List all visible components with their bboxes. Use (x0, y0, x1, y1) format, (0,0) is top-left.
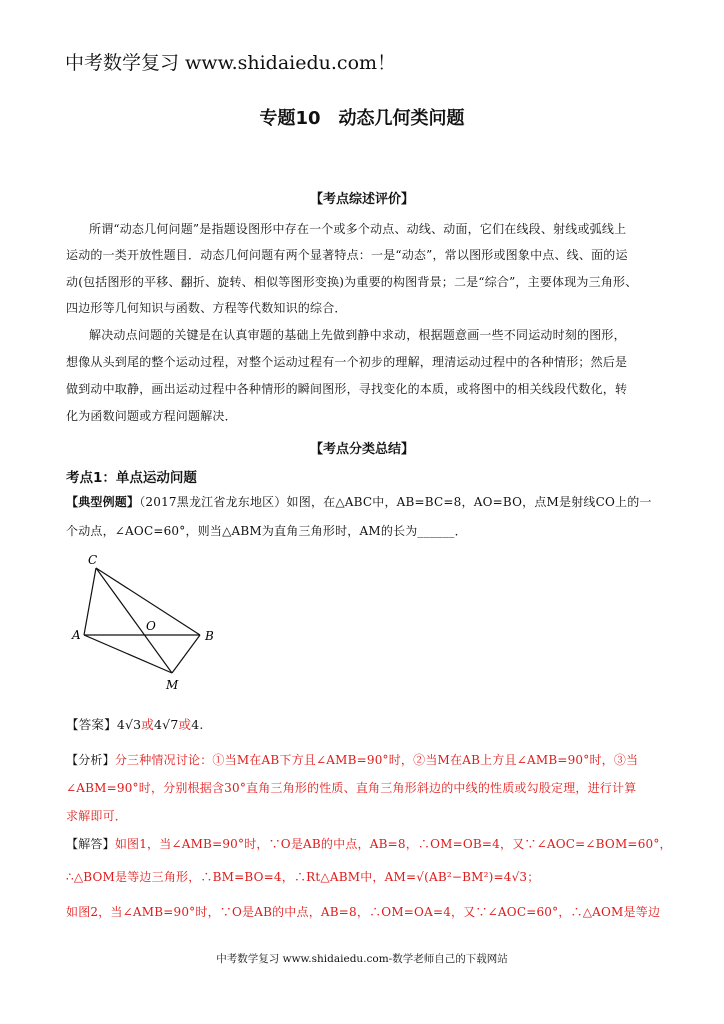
label-B: B (205, 629, 214, 643)
overview-line: 想像从头到尾的整个运动过程，对整个运动过程有一个初步的理解，理清运动过程中的各种情形；然后是 (66, 355, 628, 369)
label-A: A (72, 628, 81, 642)
geometry-figure (60, 548, 230, 693)
answer-value-3: 4. (191, 717, 204, 732)
overview-line: 做到动中取静，画出运动过程中各种情形的瞬间图形，寻找变化的本质，或将图中的相关线段代数化，转 (66, 382, 628, 396)
analysis-line-2: ∠ABM=90°时，分别根据含30°直角三角形的性质、直角三角形斜边的中线的性质或勾股定理，进行计算 (66, 781, 637, 795)
solution-text: 如图1，当∠AMB=90°时，∵O是AB的中点，AB=8，∴OM=OB=4，又∵∠AOC=∠BOM=60°， (114, 837, 672, 851)
example-label: 【典型例题】 (66, 495, 140, 509)
example-text: （2017黑龙江省龙东地区）如图，在△ABC中，AB=BC=8，AO=BO，点M是射线CO上的一 (139, 495, 652, 509)
solution-label: 【解答】 (66, 837, 115, 851)
overview-line: 化为函数问题或方程问题解决． (66, 409, 237, 423)
site-header: 中考数学复习 www.shidaiedu.com！ (65, 52, 397, 74)
solution-line-3: 如图2，当∠AMB=90°时，∵O是AB的中点，AB=8，∴OM=OA=4，又∵∠AOC=60°，∴△AOM是等边 (66, 905, 661, 919)
segment-CM (96, 568, 172, 673)
analysis-text: 分三种情况讨论：①当M在AB下方且∠AMB=90°时，②当M在AB上方且∠AMB=90°时，③当 (114, 753, 639, 767)
overview-line: 运动的一类开放性题目．动态几何问题有两个显著特点：一是“动态”，常以图形或图象中点、线、面的运 (66, 248, 628, 262)
analysis-line-1 (66, 751, 638, 768)
page-title: 专题10 动态几何类问题 (259, 108, 465, 129)
section-heading-overview: 【考点综述评价】 (309, 192, 414, 207)
solution-line-1 (66, 835, 672, 852)
kaodian-title: 考点1：单点运动问题 (66, 470, 197, 486)
answer-value-1: 4√3 (116, 717, 142, 732)
segment-CA (84, 568, 96, 635)
answer-or-1: 或 (141, 717, 154, 732)
label-C: C (88, 553, 98, 567)
label-O: O (146, 619, 156, 633)
overview-line: 所谓“动态几何问题”是指题设图形中存在一个或多个动点、动线、动面，它们在线段、射线或弧线上 (89, 222, 627, 236)
overview-line: 四边形等几何知识与函数、方程等代数知识的综合． (66, 301, 347, 315)
example-line-1 (66, 493, 652, 510)
solution-line-2: ∴△BOM是等边三角形，∴BM=BO=4，∴Rt△ABM中，AM=√(AB²−BM²)=4√3； (66, 870, 540, 884)
page-footer: 中考数学复习 www.shidaiedu.com-数学老师自己的下载网站 (216, 953, 508, 965)
label-M: M (166, 678, 179, 692)
analysis-label: 【分析】 (66, 753, 115, 767)
section-heading-summary: 【考点分类总结】 (309, 442, 414, 457)
segment-BM (172, 635, 200, 673)
answer-label: 【答案】 (66, 717, 117, 732)
answer-or-2: 或 (178, 717, 192, 732)
answer-line (66, 715, 204, 733)
answer-value-2: 4√7 (154, 717, 179, 732)
analysis-line-3: 求解即可． (66, 809, 128, 823)
overview-line: 动(包括图形的平移、翻折、旋转、相似等图形变换)为重要的构图背景；二是“综合”，主要体现为三角形、 (66, 275, 638, 289)
example-line-2: 个动点，∠AOC=60°，则当△ABM为直角三角形时，AM的长为______． (66, 524, 467, 538)
overview-line: 解决动点问题的关键是在认真审题的基础上先做到静中求动，根据题意画一些不同运动时刻的图形， (89, 328, 626, 342)
